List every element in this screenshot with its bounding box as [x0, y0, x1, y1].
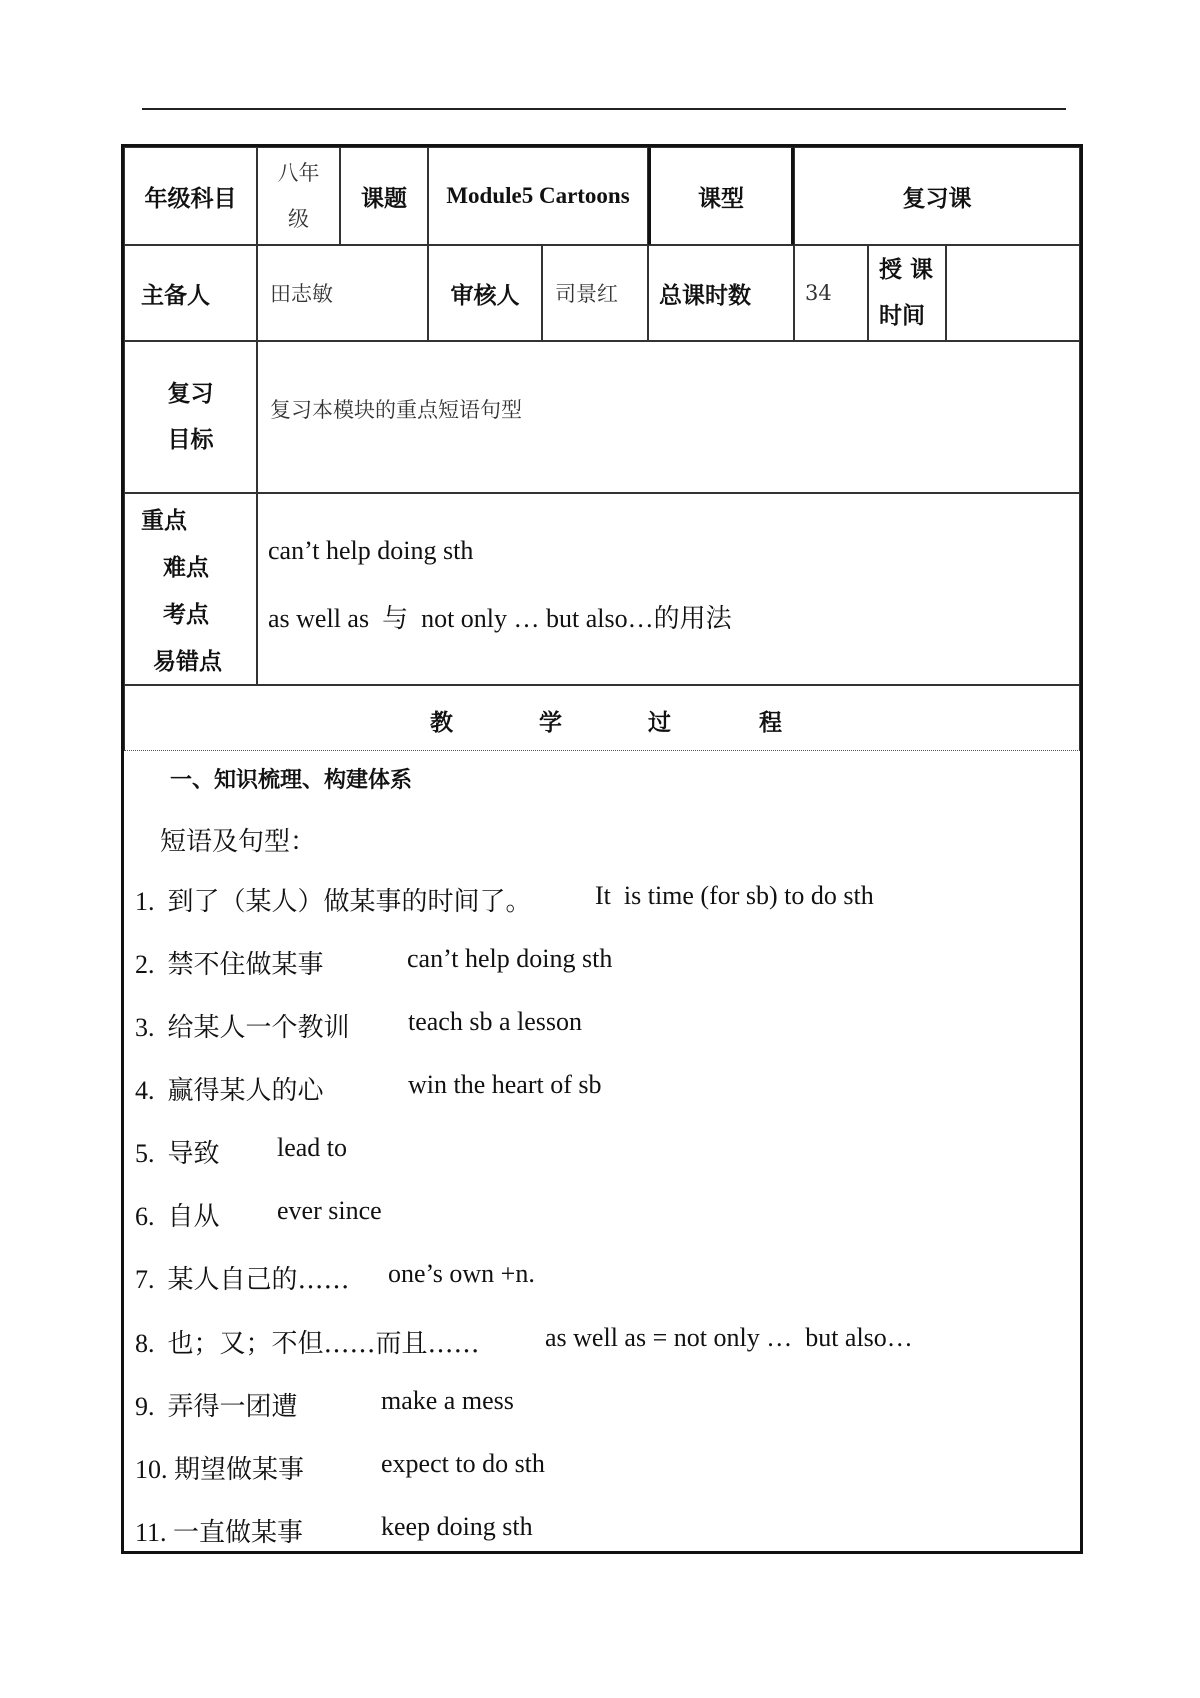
list-item: 1. 到了（某人）做某事的时间了。 It is time (for sb) to do sth — [135, 881, 874, 917]
grade-value-line2: 级 — [288, 207, 309, 231]
list-item: 9. 弄得一团遭 make a mess — [135, 1386, 514, 1422]
process-heading — [124, 685, 1080, 751]
process-heading-char-3: 过 — [648, 710, 671, 736]
total-hours-value: 34 — [794, 245, 868, 341]
key-point-1: can’t help doing sth — [268, 536, 474, 565]
section-title: 一、知识梳理、构建体系 — [170, 768, 413, 793]
key-point-2: as well as 与 not only … but also…的用法 — [268, 604, 732, 633]
total-hours-label: 总课时数 — [648, 245, 794, 341]
lesson-type-value: 复习课 — [794, 147, 1080, 245]
grade-subject-label: 年级科目 — [124, 147, 257, 245]
list-item: 4. 赢得某人的心 win the heart of sb — [135, 1070, 602, 1106]
key-points-label-line1: 重点 — [141, 508, 187, 534]
objectives-label — [124, 341, 257, 493]
list-item: 8. 也；又；不但……而且…… as well as = not only … but also… — [135, 1323, 913, 1359]
grade-value-line1: 八年 — [277, 161, 320, 185]
process-heading-char-4: 程 — [759, 710, 782, 736]
topic-value: Module5 Cartoons — [428, 147, 648, 245]
preparer-value: 田志敏 — [257, 245, 428, 341]
key-points-label-line3: 考点 — [163, 602, 209, 628]
key-points-label — [124, 493, 257, 685]
teach-time-label-line2: 时间 — [879, 303, 925, 329]
key-points-label-line2: 难点 — [163, 555, 209, 581]
reviewer-label: 审核人 — [428, 245, 542, 341]
teach-time-label-line1: 授 课 — [879, 257, 934, 283]
lesson-type-label: 课型 — [648, 147, 794, 245]
list-item: 3. 给某人一个教训 teach sb a lesson — [135, 1007, 583, 1043]
process-heading-char-1: 教 — [430, 710, 453, 736]
lesson-plan-table — [121, 144, 1083, 1554]
phrases-subtitle: 短语及句型： — [160, 827, 317, 857]
key-points-label-line4: 易错点 — [153, 649, 222, 675]
preparer-label: 主备人 — [124, 245, 257, 341]
key-points-content — [257, 493, 1080, 685]
list-item: 10. 期望做某事 expect to do sth — [135, 1449, 545, 1485]
objectives-text: 复习本模块的重点短语句型 — [257, 341, 1080, 493]
list-item: 6. 自从 ever since — [135, 1196, 382, 1232]
teach-time-label — [868, 245, 946, 341]
list-item: 7. 某人自己的…… one’s own +n. — [135, 1259, 535, 1295]
process-heading-char-2: 学 — [539, 710, 562, 736]
topic-label: 课题 — [340, 147, 428, 245]
process-body — [124, 751, 1080, 1551]
list-item: 2. 禁不住做某事 can’t help doing sth — [135, 944, 613, 980]
teach-time-value — [946, 245, 1080, 341]
list-item: 11. 一直做某事 keep doing sth — [135, 1512, 533, 1548]
objectives-label-line1: 复习 — [167, 381, 214, 407]
header-rule — [142, 108, 1066, 110]
grade-value — [257, 147, 340, 245]
objectives-label-line2: 目标 — [167, 427, 214, 453]
list-item: 5. 导致 lead to — [135, 1133, 348, 1169]
reviewer-value: 司景红 — [542, 245, 648, 341]
